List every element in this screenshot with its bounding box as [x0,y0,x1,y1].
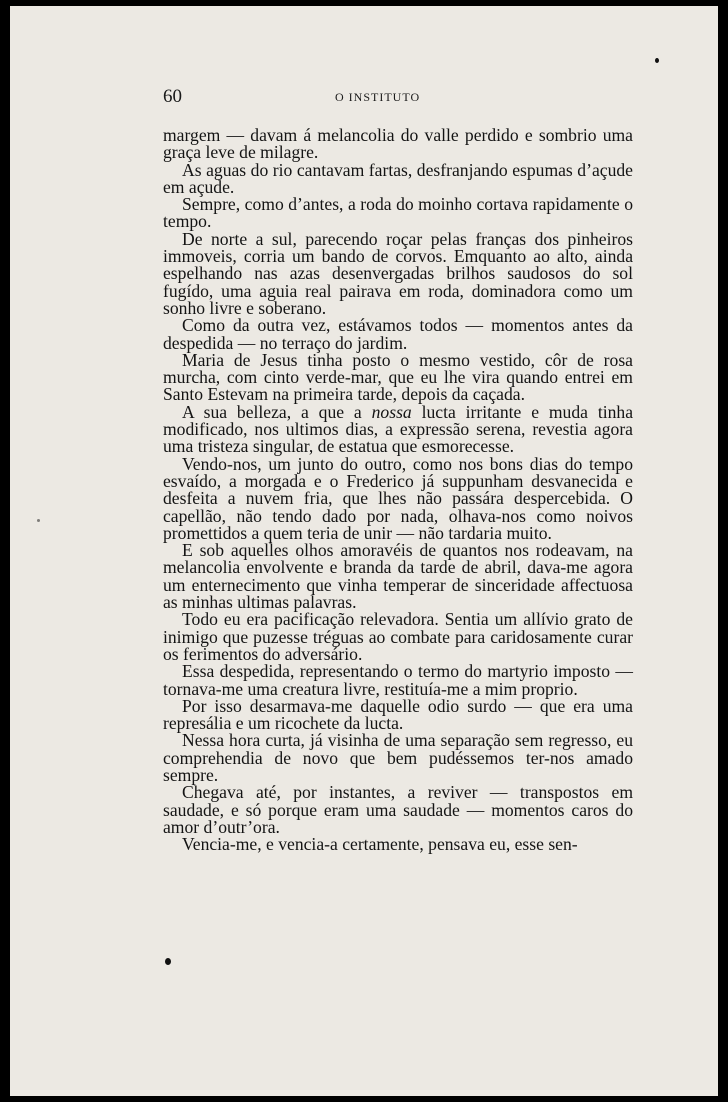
paragraph: Como da outra vez, estávamos todos — momentos antes da despedida — no terraço do jardim. [163,315,633,353]
paragraph: Nessa hora curta, já visinha de uma separação sem regresso, eu comprehendia de novo que bem pudéssemos ter-nos amado sempre. [163,730,633,785]
paragraph: margem — davam á melancolia do valle perdido e sombrio uma graça leve de milagre. [163,125,633,163]
paragraph: Vencia-me, e vencia-a certamente, pensava eu, esse sen- [182,834,578,855]
paragraph [163,401,633,457]
ink-speck [165,958,171,965]
body-text [163,127,633,853]
running-title: O INSTITUTO [335,90,421,104]
paragraph: As aguas do rio cantavam fartas, desfranjando espumas d’açude em açude. [163,159,633,197]
paragraph: Chegava até, por instantes, a reviver — transpostos em saudade, e só porque eram uma saudade — momentos caros do amor d’outr’ora. [163,782,633,837]
emphasis-word: nossa [371,401,412,422]
paragraph: De norte a sul, parecendo roçar pelas franças dos pinheiros immoveis, corria um bando de corvos. Emquanto ao alto, ainda espelhando nas azas desenvergadas brilhos saudosos do sol fugído, uma aguia real pairava em roda, dominadora como um sonho livre e soberano. [163,228,633,318]
paragraph-text: lucta irritante e muda tinha modificado, nos ultimos dias, a expressão serena, revestia agora uma tristeza singular, de estatua que esmorecesse. [163,401,633,457]
ink-speck [655,58,659,63]
paragraph: Vendo-nos, um junto do outro, como nos bons dias do tempo esvaído, a morgada e o Frederico já suppunham desvanecida e desfeita a nuvem fria, que lhes não passára despercebida. O capellão, não tendo dado por nada, olhava-nos como noivos promettidos a quem teria de unir — não tardaria muito. [163,453,633,543]
paragraph: Essa despedida, representando o termo do martyrio imposto — tornava-me uma creatura livre, restituía-me a mim proprio. [163,661,633,699]
paragraph-text: A sua belleza, a que a [182,401,372,422]
ink-speck [37,519,40,522]
book-page [10,6,718,1096]
paragraph: Maria de Jesus tinha posto o mesmo vestido, côr de rosa murcha, com cinto verde-mar, que eu lhe vira quando entrei em Santo Estevam na primeira tarde, depois da caçada. [163,349,633,405]
paragraph: Sempre, como d’antes, a roda do moinho cortava rapidamente o tempo. [163,194,633,232]
paragraph: Por isso desarmava-me daquelle odio surdo — que era uma represália e um ricochete da lucta. [163,695,633,734]
page-number: 60 [163,86,182,107]
paragraph: E sob aquelles olhos amoravéis de quantos nos rodeavam, na melancolia envolvente e branda da tarde de abril, dava-me agora um enternecimento que vinha temperar de sinceridade affectuosa as minhas ultimas palavras. [163,540,633,613]
page-header [163,86,633,110]
paragraph: Todo eu era pacificação relevadora. Sentia um allívio grato de inimigo que puzesse tréguas ao combate para caridosamente curar os ferimentos do adversário. [163,609,633,664]
